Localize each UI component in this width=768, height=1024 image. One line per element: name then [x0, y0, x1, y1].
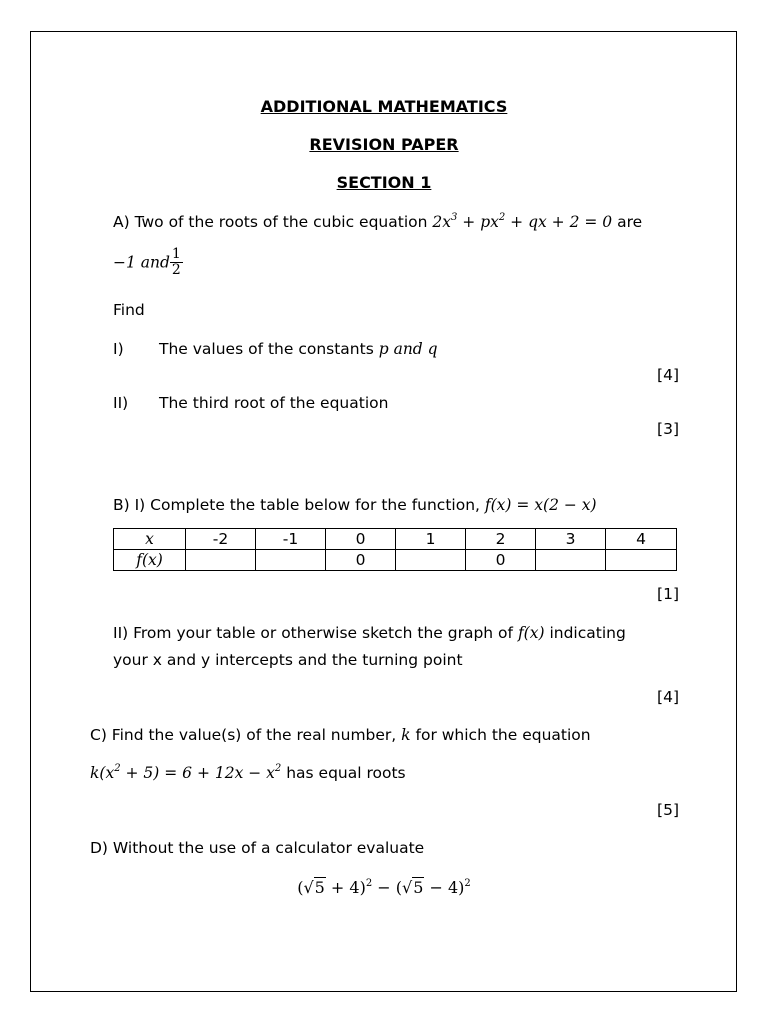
table-cell-x: -1 [256, 529, 326, 550]
table-cell-fx [186, 550, 256, 571]
table-cell-fx [536, 550, 606, 571]
table-cell-x: -2 [186, 529, 256, 550]
table-cell-x: 2 [466, 529, 536, 550]
function-value-table [113, 528, 677, 571]
part-a2-mark: [3] [657, 420, 679, 438]
question-b-statement: B) I) Complete the table below for the function, f(x) = x(2 − x) [113, 496, 597, 514]
table-cell-fx [256, 550, 326, 571]
question-a-tail: are [617, 213, 643, 231]
question-a-statement [113, 212, 642, 232]
function-definition: f(x) = x(2 − x) [484, 496, 597, 514]
table-header-x: x [114, 529, 186, 550]
paper-type-title: REVISION PAPER [309, 135, 459, 154]
part-a1-label: I) [113, 340, 124, 358]
part-a1-mark: [4] [657, 366, 679, 384]
part-b2-line2: your x and y intercepts and the turning point [113, 651, 463, 669]
table-header-fx: f(x) [114, 550, 186, 571]
table-cell-x: 1 [396, 529, 466, 550]
variable-k: k [401, 726, 411, 744]
table-cell-x: 3 [536, 529, 606, 550]
table-cell-fx: 0 [466, 550, 536, 571]
quadratic-equation: $k(x^2 + 5) = 6 + 12x - x^2$ [90, 763, 282, 782]
fraction-one-half: $\frac{1}{2}$ [171, 246, 181, 278]
question-a-lead: A) Two of the roots of the cubic equation [113, 213, 428, 231]
table-row-x [114, 529, 677, 550]
part-a2-text: The third root of the equation [159, 394, 389, 412]
table-cell-fx: 0 [326, 550, 396, 571]
surd-expression: $(√5 + 4)^2 - (√5 - 4)^2$ [297, 878, 471, 897]
table-cell-fx [396, 550, 466, 571]
part-a1-text: The values of the constants p and q [159, 340, 438, 358]
table-row-fx [114, 550, 677, 571]
table-cell-x: 0 [326, 529, 396, 550]
question-d-statement: D) Without the use of a calculator evaluate [90, 839, 425, 857]
table-cell-fx [606, 550, 677, 571]
cubic-equation: $2x^3 + px^2$ + qx + 2 = 0 [432, 212, 613, 231]
part-a2-label: II) [113, 394, 129, 412]
function-f-of-x: f(x) [517, 624, 545, 642]
section-title: SECTION 1 [336, 173, 432, 192]
table-mark: [1] [657, 585, 679, 603]
paper-subject-title: ADDITIONAL MATHEMATICS [260, 97, 508, 116]
question-c-statement: C) Find the value(s) of the real number, k for which the equation [90, 726, 591, 744]
table-cell-x: 4 [606, 529, 677, 550]
question-c-mark: [5] [657, 801, 679, 819]
given-roots [113, 247, 183, 283]
part-b2-mark: [4] [657, 688, 679, 706]
constants-p-q: p and q [378, 340, 438, 358]
part-b2-line1: II) From your table or otherwise sketch the graph of f(x) indicating [113, 624, 626, 642]
root-minus-one: −1 and [113, 253, 170, 272]
question-c-equation-line: $k(x^2 + 5) = 6 + 12x - x^2$ has equal roots [90, 763, 406, 782]
find-label: Find [113, 301, 145, 319]
